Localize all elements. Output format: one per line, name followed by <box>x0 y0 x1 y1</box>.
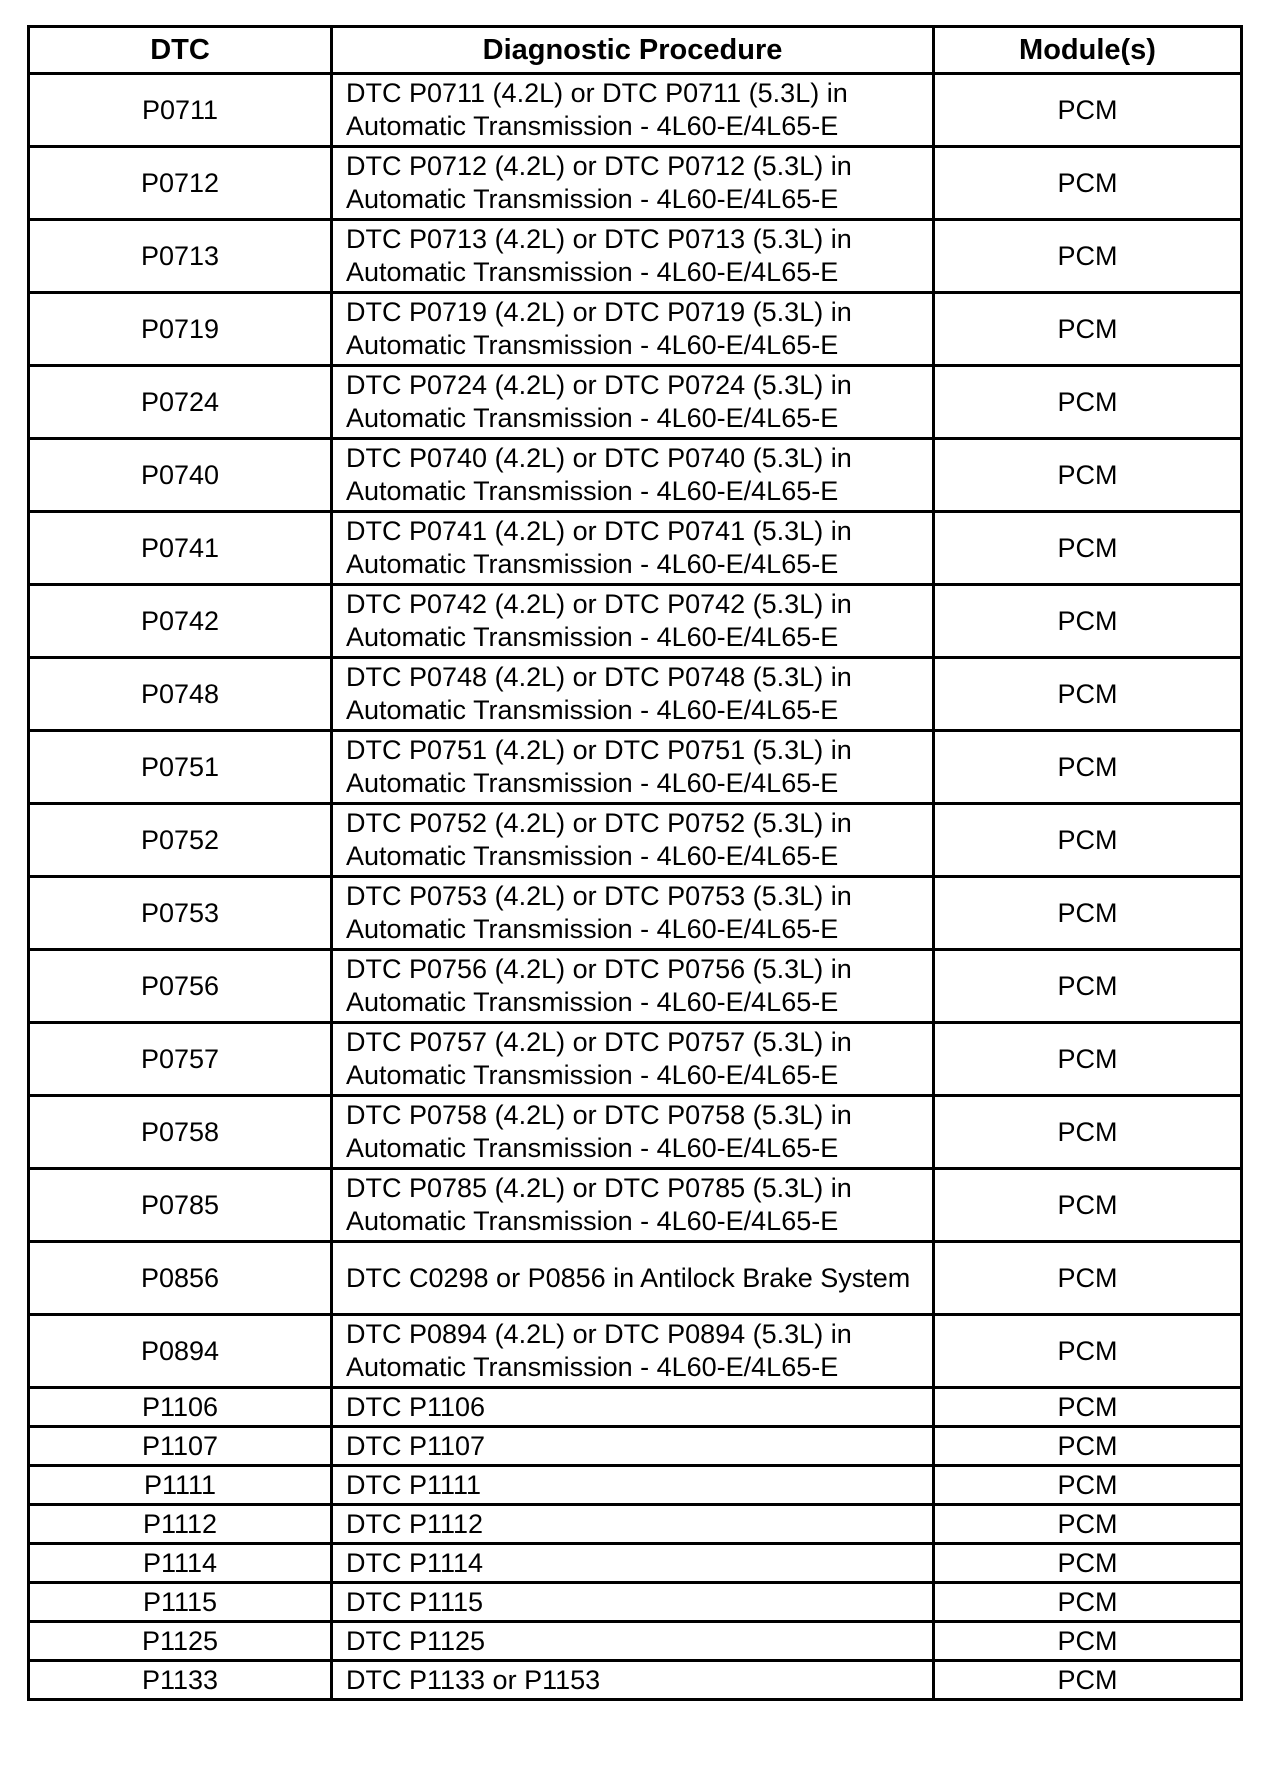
dtc-code-cell: P1106 <box>29 1388 332 1427</box>
module-cell: PCM <box>934 366 1242 439</box>
header-diagnostic-procedure: Diagnostic Procedure <box>332 27 934 74</box>
diagnostic-procedure-cell: DTC P0724 (4.2L) or DTC P0724 (5.3L) in Automatic Transmission - 4L60-E/4L65-E <box>332 366 934 439</box>
dtc-code-cell: P0711 <box>29 74 332 147</box>
table-row <box>29 1242 1242 1315</box>
dtc-code-cell: P0785 <box>29 1169 332 1242</box>
dtc-code-cell: P0756 <box>29 950 332 1023</box>
dtc-code-cell: P0758 <box>29 1096 332 1169</box>
diagnostic-procedure-cell: DTC P0719 (4.2L) or DTC P0719 (5.3L) in Automatic Transmission - 4L60-E/4L65-E <box>332 293 934 366</box>
diagnostic-procedure-cell: DTC P0741 (4.2L) or DTC P0741 (5.3L) in Automatic Transmission - 4L60-E/4L65-E <box>332 512 934 585</box>
module-cell: PCM <box>934 1096 1242 1169</box>
diagnostic-procedure-cell: DTC C0298 or P0856 in Antilock Brake System <box>332 1242 934 1315</box>
diagnostic-procedure-cell: DTC P1114 <box>332 1544 934 1583</box>
diagnostic-procedure-cell: DTC P0740 (4.2L) or DTC P0740 (5.3L) in Automatic Transmission - 4L60-E/4L65-E <box>332 439 934 512</box>
dtc-code-cell: P0752 <box>29 804 332 877</box>
module-cell: PCM <box>934 439 1242 512</box>
module-cell: PCM <box>934 1505 1242 1544</box>
dtc-code-cell: P0719 <box>29 293 332 366</box>
table-row <box>29 1505 1242 1544</box>
dtc-code-cell: P0751 <box>29 731 332 804</box>
table-row <box>29 74 1242 147</box>
table-row <box>29 804 1242 877</box>
dtc-code-cell: P0748 <box>29 658 332 731</box>
dtc-code-cell: P0742 <box>29 585 332 658</box>
module-cell: PCM <box>934 1242 1242 1315</box>
module-cell: PCM <box>934 1427 1242 1466</box>
table-body <box>29 74 1242 1700</box>
module-cell: PCM <box>934 804 1242 877</box>
module-cell: PCM <box>934 1388 1242 1427</box>
table-row <box>29 293 1242 366</box>
dtc-code-cell: P0713 <box>29 220 332 293</box>
table-row <box>29 658 1242 731</box>
table-row <box>29 147 1242 220</box>
diagnostic-procedure-cell: DTC P0742 (4.2L) or DTC P0742 (5.3L) in Automatic Transmission - 4L60-E/4L65-E <box>332 585 934 658</box>
table-row <box>29 1622 1242 1661</box>
diagnostic-procedure-cell: DTC P0711 (4.2L) or DTC P0711 (5.3L) in Automatic Transmission - 4L60-E/4L65-E <box>332 74 934 147</box>
table-row <box>29 1427 1242 1466</box>
dtc-code-cell: P0753 <box>29 877 332 950</box>
module-cell: PCM <box>934 877 1242 950</box>
dtc-code-cell: P1115 <box>29 1583 332 1622</box>
diagnostic-procedure-cell: DTC P1133 or P1153 <box>332 1661 934 1700</box>
diagnostic-procedure-cell: DTC P1106 <box>332 1388 934 1427</box>
table-row <box>29 950 1242 1023</box>
table-row <box>29 366 1242 439</box>
module-cell: PCM <box>934 1315 1242 1388</box>
table-row <box>29 1315 1242 1388</box>
dtc-code-cell: P1125 <box>29 1622 332 1661</box>
diagnostic-procedure-cell: DTC P1115 <box>332 1583 934 1622</box>
module-cell: PCM <box>934 1466 1242 1505</box>
diagnostic-procedure-cell: DTC P1107 <box>332 1427 934 1466</box>
table-row <box>29 1388 1242 1427</box>
diagnostic-procedure-cell: DTC P1125 <box>332 1622 934 1661</box>
dtc-code-cell: P0741 <box>29 512 332 585</box>
module-cell: PCM <box>934 1622 1242 1661</box>
diagnostic-procedure-cell: DTC P0894 (4.2L) or DTC P0894 (5.3L) in Automatic Transmission - 4L60-E/4L65-E <box>332 1315 934 1388</box>
diagnostic-procedure-cell: DTC P1111 <box>332 1466 934 1505</box>
dtc-code-cell: P1112 <box>29 1505 332 1544</box>
dtc-code-cell: P1133 <box>29 1661 332 1700</box>
header-dtc: DTC <box>29 27 332 74</box>
module-cell: PCM <box>934 585 1242 658</box>
table-row <box>29 1169 1242 1242</box>
table-row <box>29 731 1242 804</box>
table-row <box>29 1544 1242 1583</box>
diagnostic-procedure-cell: DTC P0748 (4.2L) or DTC P0748 (5.3L) in Automatic Transmission - 4L60-E/4L65-E <box>332 658 934 731</box>
table-row <box>29 512 1242 585</box>
table-row <box>29 439 1242 512</box>
module-cell: PCM <box>934 658 1242 731</box>
dtc-code-cell: P0894 <box>29 1315 332 1388</box>
diagnostic-procedure-cell: DTC P0752 (4.2L) or DTC P0752 (5.3L) in Automatic Transmission - 4L60-E/4L65-E <box>332 804 934 877</box>
diagnostic-procedure-cell: DTC P0712 (4.2L) or DTC P0712 (5.3L) in Automatic Transmission - 4L60-E/4L65-E <box>332 147 934 220</box>
table-row <box>29 1661 1242 1700</box>
dtc-code-cell: P0757 <box>29 1023 332 1096</box>
module-cell: PCM <box>934 731 1242 804</box>
module-cell: PCM <box>934 950 1242 1023</box>
module-cell: PCM <box>934 512 1242 585</box>
diagnostic-procedure-cell: DTC P0753 (4.2L) or DTC P0753 (5.3L) in Automatic Transmission - 4L60-E/4L65-E <box>332 877 934 950</box>
diagnostic-procedure-cell: DTC P0785 (4.2L) or DTC P0785 (5.3L) in Automatic Transmission - 4L60-E/4L65-E <box>332 1169 934 1242</box>
dtc-code-cell: P1111 <box>29 1466 332 1505</box>
table-row <box>29 1096 1242 1169</box>
module-cell: PCM <box>934 220 1242 293</box>
table-header-row <box>29 27 1242 74</box>
module-cell: PCM <box>934 1169 1242 1242</box>
dtc-code-cell: P1114 <box>29 1544 332 1583</box>
diagnostic-procedure-cell: DTC P0713 (4.2L) or DTC P0713 (5.3L) in Automatic Transmission - 4L60-E/4L65-E <box>332 220 934 293</box>
diagnostic-procedure-cell: DTC P0751 (4.2L) or DTC P0751 (5.3L) in Automatic Transmission - 4L60-E/4L65-E <box>332 731 934 804</box>
module-cell: PCM <box>934 147 1242 220</box>
dtc-code-cell: P0712 <box>29 147 332 220</box>
table-row <box>29 1583 1242 1622</box>
diagnostic-procedure-cell: DTC P0756 (4.2L) or DTC P0756 (5.3L) in Automatic Transmission - 4L60-E/4L65-E <box>332 950 934 1023</box>
module-cell: PCM <box>934 1583 1242 1622</box>
dtc-code-cell: P1107 <box>29 1427 332 1466</box>
table-row <box>29 877 1242 950</box>
diagnostic-procedure-cell: DTC P1112 <box>332 1505 934 1544</box>
module-cell: PCM <box>934 293 1242 366</box>
module-cell: PCM <box>934 1661 1242 1700</box>
table-row <box>29 585 1242 658</box>
dtc-table <box>27 25 1243 1701</box>
dtc-code-cell: P0856 <box>29 1242 332 1315</box>
module-cell: PCM <box>934 1023 1242 1096</box>
module-cell: PCM <box>934 1544 1242 1583</box>
table-row <box>29 220 1242 293</box>
header-modules: Module(s) <box>934 27 1242 74</box>
module-cell: PCM <box>934 74 1242 147</box>
diagnostic-procedure-cell: DTC P0758 (4.2L) or DTC P0758 (5.3L) in Automatic Transmission - 4L60-E/4L65-E <box>332 1096 934 1169</box>
dtc-code-cell: P0724 <box>29 366 332 439</box>
table-row <box>29 1466 1242 1505</box>
dtc-code-cell: P0740 <box>29 439 332 512</box>
diagnostic-procedure-cell: DTC P0757 (4.2L) or DTC P0757 (5.3L) in Automatic Transmission - 4L60-E/4L65-E <box>332 1023 934 1096</box>
table-row <box>29 1023 1242 1096</box>
